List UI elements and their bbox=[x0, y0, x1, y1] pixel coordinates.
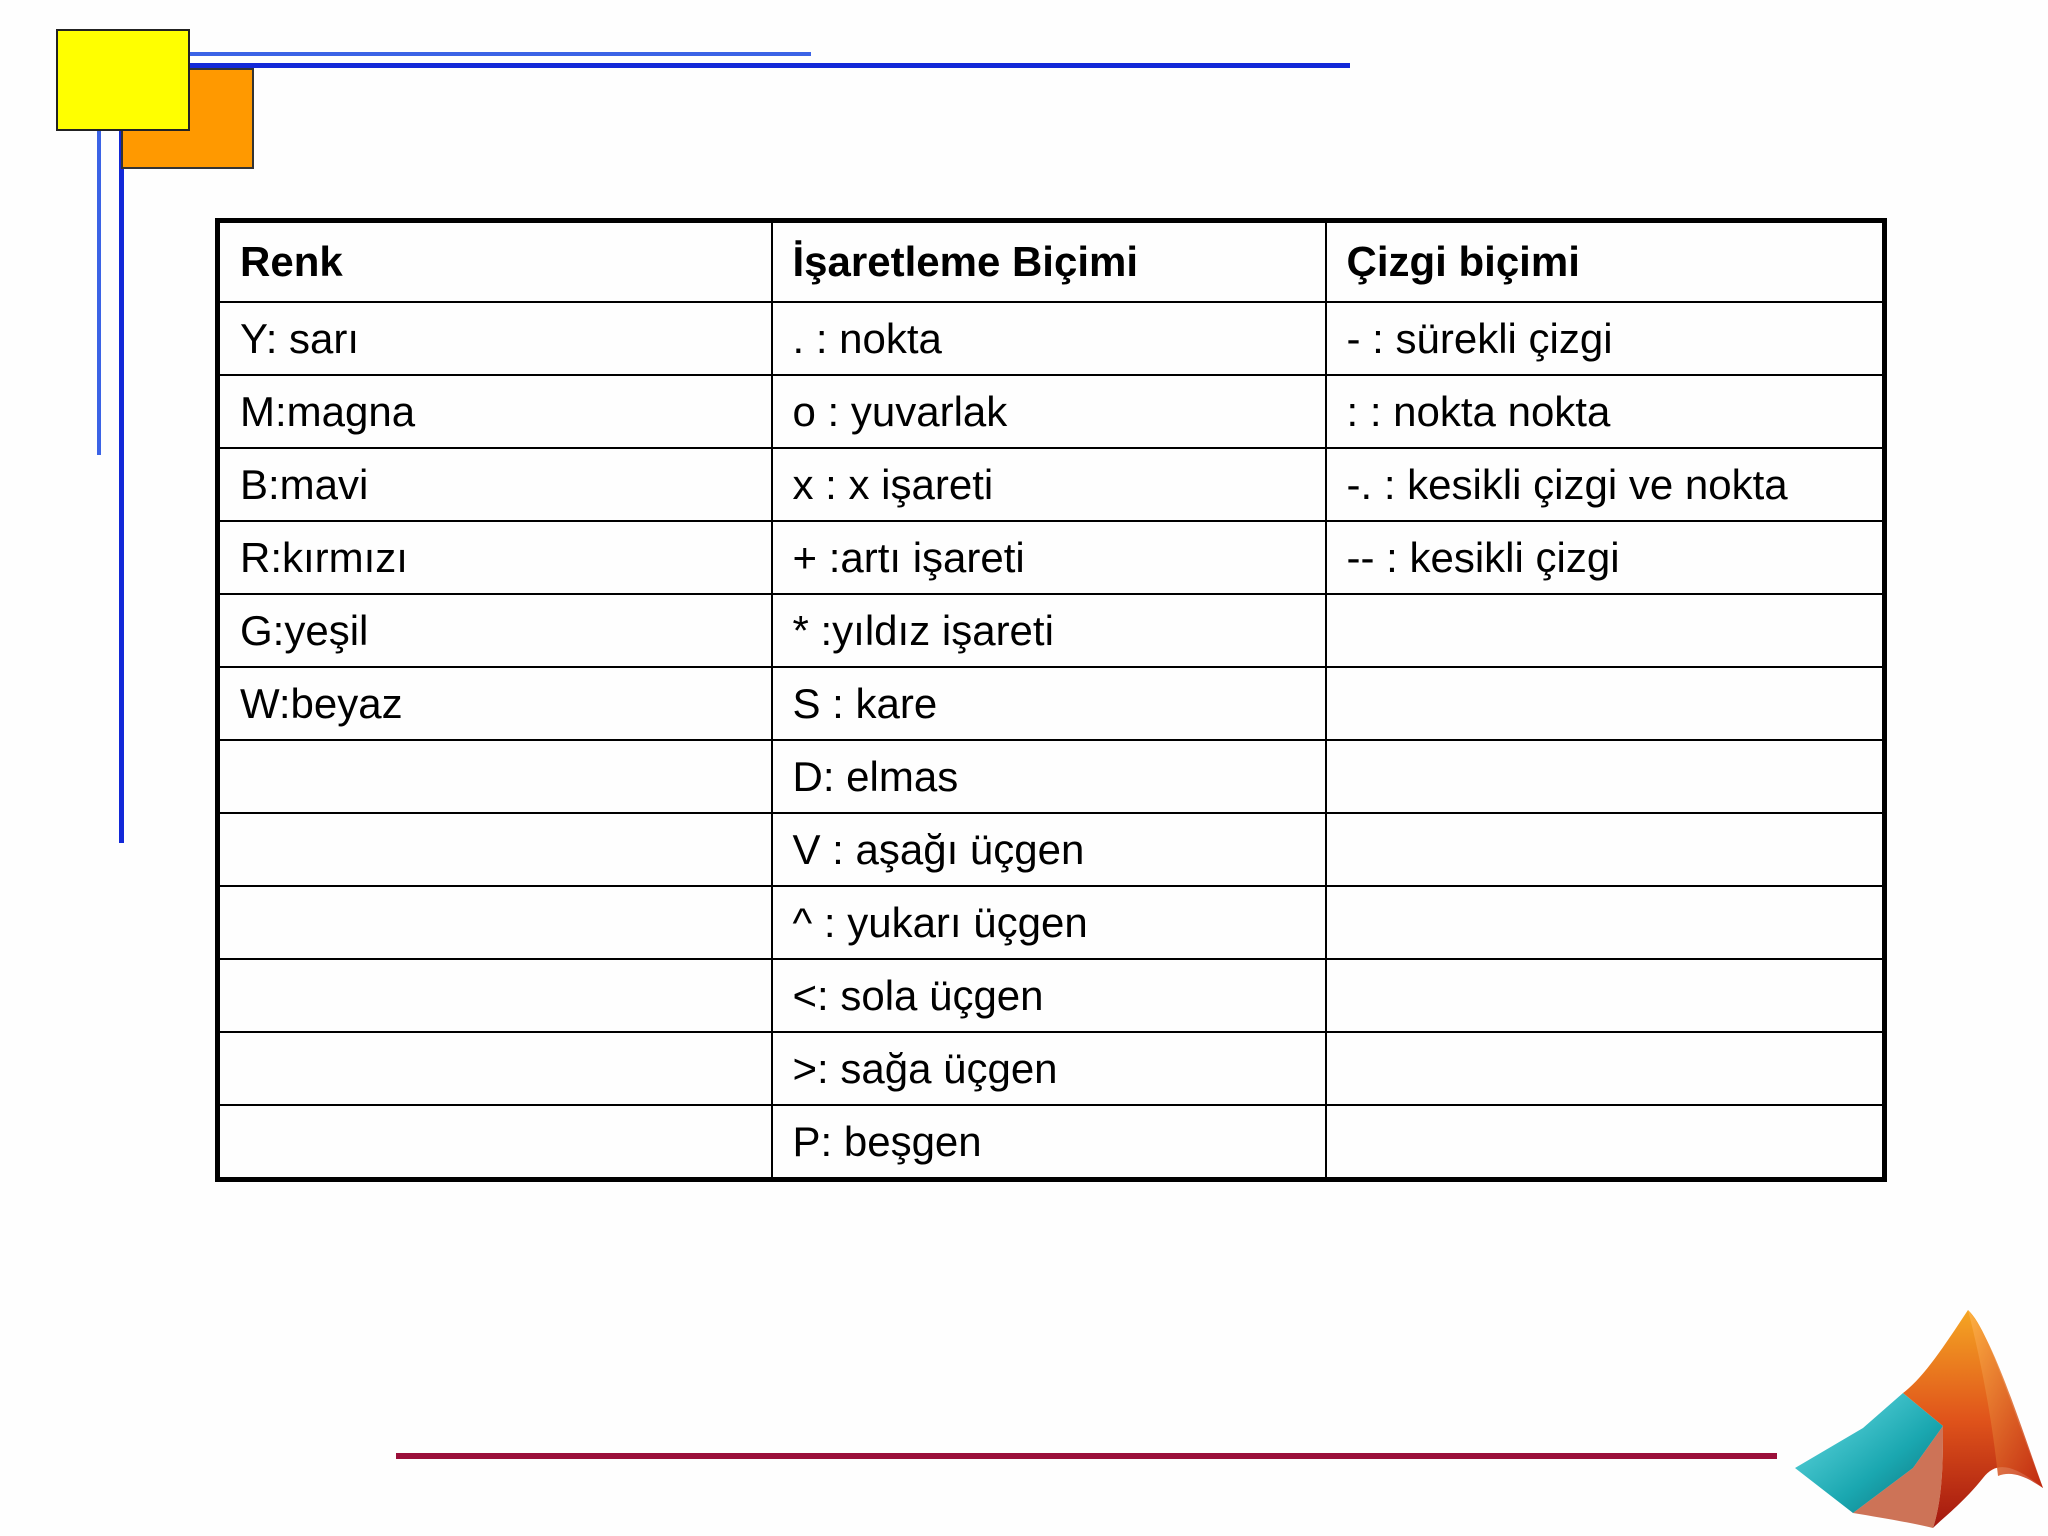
table-row bbox=[218, 959, 1885, 1032]
table-cell-line bbox=[1326, 1105, 1885, 1180]
decor-yellow-square bbox=[56, 29, 190, 131]
table-cell-marker: ^ : yukarı üçgen bbox=[772, 886, 1326, 959]
table-cell-line bbox=[1326, 594, 1885, 667]
table-cell-line bbox=[1326, 886, 1885, 959]
table-cell-line: - : sürekli çizgi bbox=[1326, 302, 1885, 375]
decor-line-left-thick bbox=[119, 127, 124, 843]
table-row bbox=[218, 740, 1885, 813]
table-cell-line: : : nokta nokta bbox=[1326, 375, 1885, 448]
table-row bbox=[218, 813, 1885, 886]
table-row bbox=[218, 667, 1885, 740]
table-cell-marker: >: sağa üçgen bbox=[772, 1032, 1326, 1105]
table-cell-color bbox=[218, 813, 772, 886]
table-cell-color: W:beyaz bbox=[218, 667, 772, 740]
table-row bbox=[218, 521, 1885, 594]
table-cell-marker: . : nokta bbox=[772, 302, 1326, 375]
table-row bbox=[218, 1105, 1885, 1180]
decor-line-top-thick bbox=[186, 63, 1350, 68]
decor-line-left-thin bbox=[97, 127, 101, 455]
table-cell-line bbox=[1326, 813, 1885, 886]
table-row bbox=[218, 302, 1885, 375]
table-cell-color bbox=[218, 886, 772, 959]
table-cell-marker: V : aşağı üçgen bbox=[772, 813, 1326, 886]
table-cell-line bbox=[1326, 959, 1885, 1032]
table-cell-color bbox=[218, 1105, 772, 1180]
table-cell-marker: * :yıldız işareti bbox=[772, 594, 1326, 667]
table-row bbox=[218, 886, 1885, 959]
table-cell-marker: D: elmas bbox=[772, 740, 1326, 813]
header-renk: Renk bbox=[218, 221, 772, 303]
table-cell-color bbox=[218, 959, 772, 1032]
table-cell-marker: S : kare bbox=[772, 667, 1326, 740]
table-row bbox=[218, 448, 1885, 521]
table-cell-color: B:mavi bbox=[218, 448, 772, 521]
table-cell-line bbox=[1326, 1032, 1885, 1105]
table-cell-line bbox=[1326, 667, 1885, 740]
table-cell-marker: x : x işareti bbox=[772, 448, 1326, 521]
footer-line bbox=[396, 1453, 1777, 1459]
table-header-row bbox=[218, 221, 1885, 303]
table-cell-color bbox=[218, 740, 772, 813]
table-cell-color: M:magna bbox=[218, 375, 772, 448]
table-cell-line bbox=[1326, 740, 1885, 813]
table-cell-marker: <: sola üçgen bbox=[772, 959, 1326, 1032]
matlab-logo-icon bbox=[1793, 1308, 2048, 1536]
table-cell-color: R:kırmızı bbox=[218, 521, 772, 594]
plot-style-table bbox=[215, 218, 1887, 1182]
table-row bbox=[218, 594, 1885, 667]
header-cizgi-bicimi: Çizgi biçimi bbox=[1326, 221, 1885, 303]
header-isaretleme-bicimi: İşaretleme Biçimi bbox=[772, 221, 1326, 303]
table-row bbox=[218, 1032, 1885, 1105]
table-cell-marker: P: beşgen bbox=[772, 1105, 1326, 1180]
table-cell-color bbox=[218, 1032, 772, 1105]
table-cell-color: G:yeşil bbox=[218, 594, 772, 667]
decor-line-top-thin bbox=[186, 52, 811, 56]
table-cell-line: -- : kesikli çizgi bbox=[1326, 521, 1885, 594]
table-cell-marker: + :artı işareti bbox=[772, 521, 1326, 594]
table-row bbox=[218, 375, 1885, 448]
table-cell-line: -. : kesikli çizgi ve nokta bbox=[1326, 448, 1885, 521]
table-cell-color: Y: sarı bbox=[218, 302, 772, 375]
table-cell-marker: o : yuvarlak bbox=[772, 375, 1326, 448]
